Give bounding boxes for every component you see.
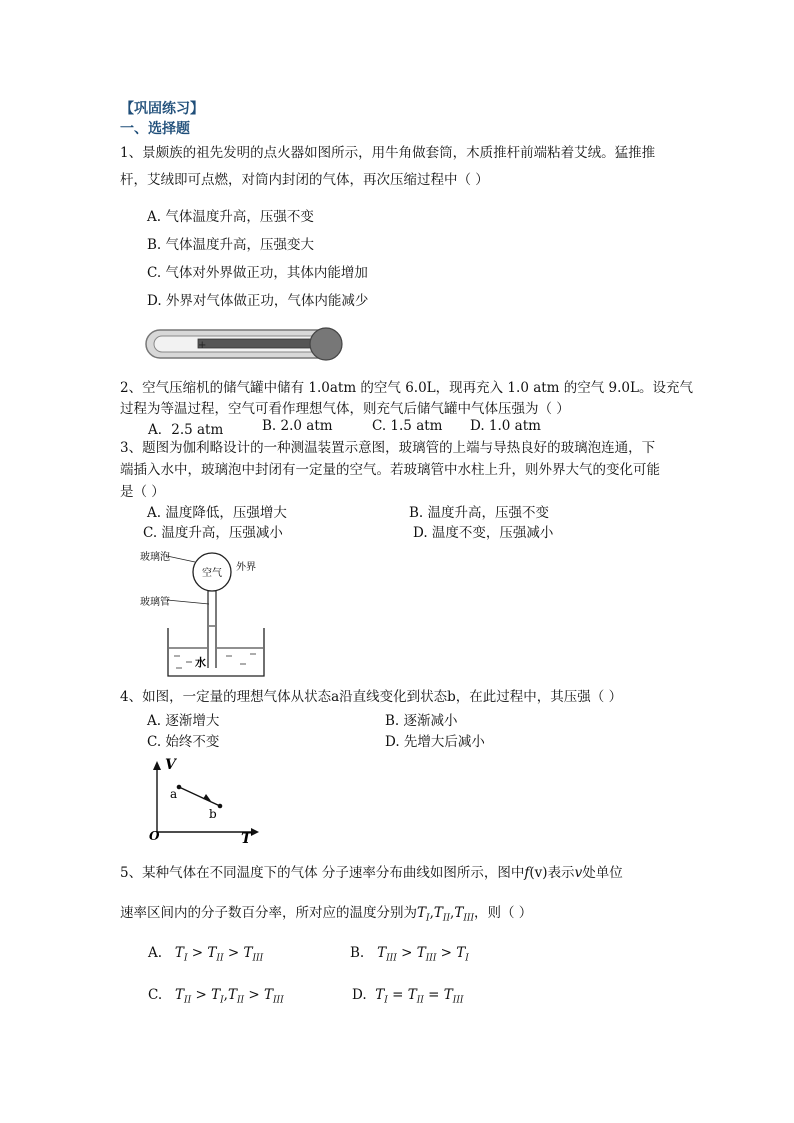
q2-option-a[interactable]: A．2.5 atm — [148, 422, 224, 438]
q1-option-c[interactable]: C. 气体对外界做正功，其体内能增加 — [147, 265, 368, 281]
q5-line1-text-c: 处单位 — [582, 865, 623, 881]
q5-option-b[interactable]: B. $T_{III} > T_{III} > T_I$ — [350, 945, 469, 964]
q2-line1: 2、空气压缩机的储气罐中储有 1.0atm 的空气 6.0L，现再充入 1.0 atm 的空气 9.0L。设充气 — [120, 380, 693, 396]
q1-option-d[interactable]: D. 外界对气体做正功，气体内能减少 — [147, 293, 369, 309]
q2-option-d[interactable]: D. 1.0 atm — [470, 418, 541, 434]
q5-line2-text-b: ，则（ ） — [474, 905, 533, 921]
q3-line1: 3、题图为伽利略设计的一种测温装置示意图，玻璃管的上端与导热良好的玻璃泡连通，下 — [120, 440, 656, 456]
section-title: 【巩固练习】 — [120, 101, 204, 117]
q2-line2: 过程为等温过程，空气可看作理想气体，则充气后储气罐中气体压强为（ ） — [120, 401, 570, 417]
q5-option-a[interactable]: A. $T_I > T_{II} > T_{III}$ — [148, 945, 264, 964]
q2-option-c[interactable]: C. 1.5 atm — [372, 418, 443, 434]
tube-label: 玻璃管 — [140, 597, 170, 608]
q3-option-d[interactable]: D. 温度不变，压强减小 — [413, 525, 554, 541]
thermoscope-figure — [140, 548, 280, 678]
f-arg: (v) — [529, 865, 548, 881]
svg-text:+: + — [198, 340, 207, 351]
q3-line2: 端插入水中，玻璃泡中封闭有一定量的空气。若玻璃管中水柱上升，则外界大气的变化可能 — [120, 462, 660, 478]
air-label: 空气 — [202, 568, 222, 579]
q4-line1: 4、如图，一定量的理想气体从状态a沿直线变化到状态b，在此过程中，其压强（ ） — [120, 689, 623, 705]
fire-piston-figure — [140, 322, 350, 366]
q5-option-d[interactable]: D. $T_I = T_{II} = T_{III}$ — [352, 987, 464, 1006]
f-symbol: f — [524, 865, 530, 881]
q2-option-b[interactable]: B. 2.0 atm — [262, 418, 333, 434]
q5-option-c[interactable]: C. $T_{II} > T_I,T_{II} > T_{III}$ — [148, 987, 284, 1006]
q4-option-a[interactable]: A. 逐渐增大 — [147, 713, 220, 729]
point-b-label: b — [209, 807, 217, 821]
v-symbol: v — [574, 865, 583, 881]
x-axis-label: T — [241, 831, 252, 843]
q5-line1-text-b: 表示 — [547, 865, 575, 881]
q4-option-c[interactable]: C. 始终不变 — [147, 734, 220, 750]
vt-graph-figure — [145, 758, 265, 843]
bulb-label: 玻璃泡 — [140, 552, 170, 563]
q3-line3: 是（ ） — [120, 484, 165, 500]
y-axis-label: V — [165, 758, 176, 773]
q1-line1: 1、景颇族的祖先发明的点火器如图所示，用牛角做套筒，木质推杆前端粘着艾绒。猛推推 — [120, 145, 656, 161]
q5-line2-text-a: 速率区间内的分子数百分率，所对应的温度分别为 — [120, 905, 417, 921]
q4-option-d[interactable]: D. 先增大后减小 — [385, 734, 485, 750]
q3-option-a[interactable]: A. 温度降低，压强增大 — [147, 505, 287, 521]
outside-label: 外界 — [236, 562, 256, 573]
q1-option-b[interactable]: B. 气体温度升高，压强变大 — [147, 237, 315, 253]
q5-line2: 速率区间内的分子数百分率，所对应的温度分别为$T_I,T_{II},T_{III}$，则（ ） — [120, 905, 533, 924]
water-label: 水 — [195, 656, 206, 669]
q1-option-a[interactable]: A. 气体温度升高，压强不变 — [147, 209, 314, 225]
q5-line1-text-a: 5、某种气体在不同温度下的气体 分子速率分布曲线如图所示，图中 — [120, 865, 525, 881]
subsection-title: 一、选择题 — [120, 121, 190, 137]
q1-line2: 杆，艾绒即可点燃，对筒内封闭的气体，再次压缩过程中（ ） — [120, 172, 489, 188]
q3-option-c[interactable]: C. 温度升高，压强减小 — [143, 525, 283, 541]
q3-option-b[interactable]: B. 温度升高，压强不变 — [409, 505, 550, 521]
origin-label: O — [149, 829, 160, 843]
point-a-label: a — [170, 787, 178, 801]
q5-line1 — [120, 861, 623, 885]
q4-option-b[interactable]: B. 逐渐减小 — [385, 713, 458, 729]
